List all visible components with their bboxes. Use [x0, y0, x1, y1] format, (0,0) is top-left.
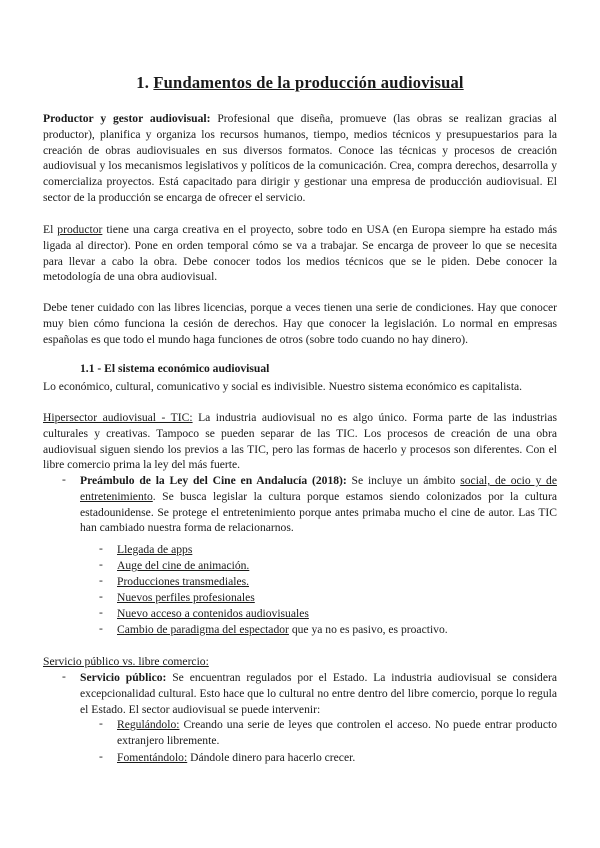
term-preambulo: Preámbulo de la Ley del Cine en Andalucía (2018):	[80, 474, 347, 487]
paragraph-text: Profesional que diseña, promueve (las obras se realizan gracias al productor), planifica y organiza los recursos humanos, tiempo, medios técnicos y presupuestarios para la creación de obras audiovisuales en sus diversos formatos. Conoce las técnicas y procesos de creación audiovisual y los mecanismos legislativos y políticos de la comunicación. Crea, compra derechos, desarrolla y comercializa proyectos. Está capacitado para dirigir y gestionar una empresa de producción audiovisual. El sector de la producción se encarga de ofrecer el servicio.	[43, 112, 558, 204]
list-item	[117, 606, 309, 622]
section-heading-servicio	[43, 654, 557, 670]
servicio-heading-text: Servicio público vs. libre comercio:	[43, 655, 209, 668]
paragraph-text: Se encuentran regulados por el Estado. La industria audiovisual se considera excepcionalidad cultural. Esto hace que lo cultural no entre dentro del libre comercio, porque lo regula el Estado. El sector audiovisual se puede intervenir:	[80, 671, 557, 716]
bullet-preambulo	[80, 473, 557, 536]
bullet-dash: -	[62, 670, 66, 683]
section-heading-1-1: 1.1 - El sistema económico audiovisual	[80, 362, 270, 375]
term-productor-gestor: Productor y gestor audiovisual:	[43, 112, 211, 125]
term-social-ocio: social, de ocio y de entretenimiento	[80, 474, 557, 503]
term-productor: productor	[57, 223, 103, 236]
item-dash: -	[99, 574, 103, 587]
list-item-text: Nuevos perfiles profesionales	[117, 591, 255, 604]
term-regulandolo: Regulándolo:	[117, 718, 180, 731]
list-item	[117, 558, 249, 574]
list-item-text: Auge del cine de animación.	[117, 559, 250, 572]
term-fomentandolo: Fomentándolo:	[117, 751, 188, 764]
sub-item-fomentandolo	[117, 750, 557, 766]
page-title	[0, 73, 600, 93]
item-dash: -	[99, 622, 103, 635]
bullet-dash: -	[62, 473, 66, 486]
item-dash: -	[99, 590, 103, 603]
paragraph-text: tiene una carga creativa en el proyecto, sobre todo en USA (en Europa siempre ha estado más ligada al director). Pone en orden temporal cómo se va a trabajar. Se encarga de proveer lo que se necesita para llevar a cabo la obra. Debe conocer todos los medios técnicos que se le piden. Debe conocer la metodología de una obra audiovisual.	[43, 223, 557, 284]
term-servicio-publico: Servicio público:	[80, 671, 167, 684]
list-item	[117, 590, 255, 606]
paragraph-text: La industria audiovisual no es algo único. Forma parte de las industrias culturales y creativas. Tampoco se pueden separar de las TIC. Los procesos de creación de una obra audiovisual siguen siendo los previos a las TIC, pero las formas de hacerlo y procesos son diferentes. Con el libre comercio prima la ley del más fuerte.	[43, 411, 557, 472]
term-hipersector: Hipersector audiovisual - TIC:	[43, 411, 193, 424]
item-dash: -	[99, 717, 103, 730]
title-text: Fundamentos de la producción audiovisual	[153, 73, 464, 92]
list-item-rest: que ya no es pasivo, es proactivo.	[288, 623, 448, 636]
list-item	[117, 574, 249, 590]
paragraph-productor-gestor	[43, 111, 557, 206]
bullet-servicio-publico	[80, 670, 557, 717]
list-item-text: Cambio de paradigma del espectador	[117, 623, 289, 636]
paragraph-licencias: Debe tener cuidado con las libres licencias, porque a veces tienen una serie de condiciones. Hay que conocer muy bien cómo funciona la cesión de derechos. Hay que conocer la legislación. Lo normal en empresas españolas es que todo el mundo haga funciones de otros (sobre todo cuando no hay dinero).	[43, 301, 557, 346]
item-dash: -	[99, 750, 103, 763]
list-item-text: Producciones transmediales.	[117, 575, 250, 588]
paragraph-sistema-economico: Lo económico, cultural, comunicativo y social es indivisible. Nuestro sistema económico es capitalista.	[43, 380, 523, 393]
item-dash: -	[99, 542, 103, 555]
paragraph-text: Dándole dinero para hacerlo crecer.	[187, 751, 356, 764]
title-number: 1.	[136, 73, 150, 92]
list-item-text: Nuevo acceso a contenidos audiovisuales	[117, 607, 309, 620]
paragraph-text: El	[43, 223, 58, 236]
list-item	[117, 542, 192, 558]
list-item-text: Llegada de apps	[117, 543, 193, 556]
paragraph-text: Creando una serie de leyes que controlen el acceso. No puede entrar producto extranjero libremente.	[117, 718, 557, 747]
paragraph-text: Se incluye un ámbito	[346, 474, 461, 487]
paragraph-hipersector	[43, 410, 557, 473]
sub-item-regulandolo	[117, 717, 557, 749]
item-dash: -	[99, 606, 103, 619]
paragraph-productor	[43, 222, 557, 285]
item-dash: -	[99, 558, 103, 571]
list-item	[117, 622, 448, 638]
paragraph-text: . Se busca legislar la cultura porque estamos siendo colonizados por la cultura estadounidense. Se protege el entretenimiento porque antes primaba mucho el cine de autor. Las TIC han cambiado nuestra forma de relacionarnos.	[80, 489, 557, 535]
